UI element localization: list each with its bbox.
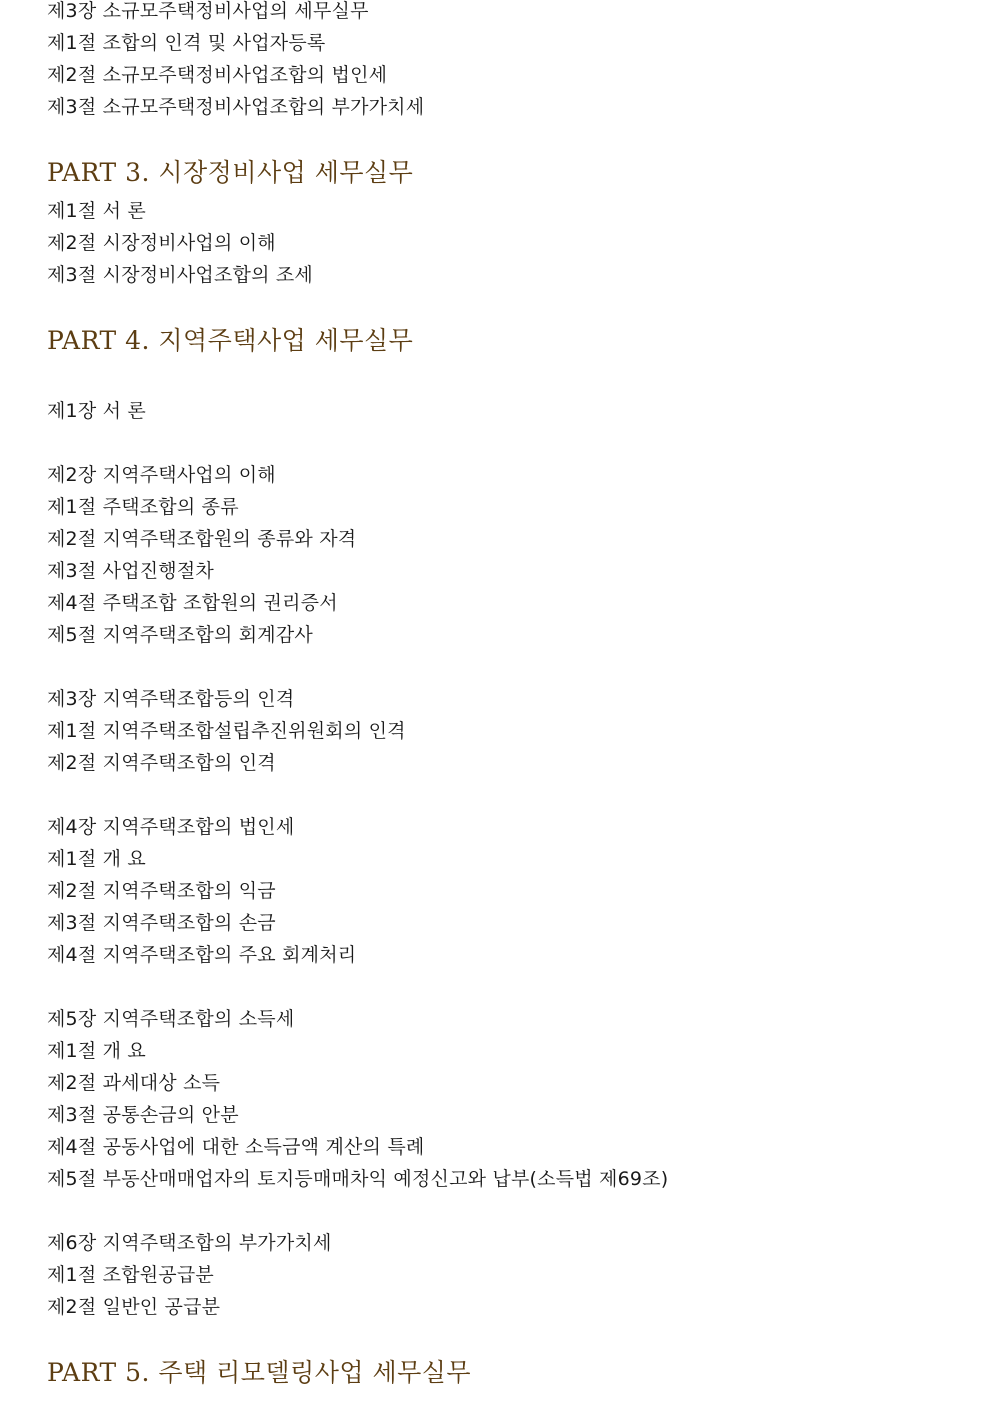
toc-section: 제5절 지역주택조합의 회계감사 [47, 624, 313, 646]
part-heading: PART 4. 지역주택사업 세무실무 [47, 326, 414, 355]
toc-section: 제2절 일반인 공급분 [47, 1296, 221, 1318]
toc-chapter: 제2장 지역주택사업의 이해 [47, 464, 276, 486]
toc-section: 제1절 개 요 [47, 848, 146, 870]
toc-chapter: 제5장 지역주택조합의 소득세 [47, 1008, 295, 1030]
toc-section: 제3절 지역주택조합의 손금 [47, 912, 276, 934]
toc-section: 제1절 조합의 인격 및 사업자등록 [47, 32, 326, 54]
part-heading: PART 3. 시장정비사업 세무실무 [47, 158, 414, 187]
toc-section: 제2절 과세대상 소득 [47, 1072, 221, 1094]
toc-section: 제1절 조합원공급분 [47, 1264, 214, 1286]
toc-section: 제1절 개 요 [47, 1040, 146, 1062]
toc-section: 제4절 지역주택조합의 주요 회계처리 [47, 944, 357, 966]
toc-section: 제5절 부동산매매업자의 토지등매매차익 예정신고와 납부(소득법 제69조) [47, 1168, 669, 1190]
toc-section: 제2절 지역주택조합원의 종류와 자격 [47, 528, 357, 550]
toc-chapter: 제3장 지역주택조합등의 인격 [47, 688, 295, 710]
toc-section: 제3절 시장정비사업조합의 조세 [47, 264, 313, 286]
toc-section: 제4절 주택조합 조합원의 권리증서 [47, 592, 338, 614]
toc-section: 제2절 지역주택조합의 인격 [47, 752, 276, 774]
toc-chapter: 제6장 지역주택조합의 부가가치세 [47, 1232, 332, 1254]
toc-section: 제2절 시장정비사업의 이해 [47, 232, 276, 254]
part-heading: PART 5. 주택 리모델링사업 세무실무 [47, 1358, 472, 1387]
toc-section: 제1절 지역주택조합설립추진위원회의 인격 [47, 720, 406, 742]
toc-section: 제4절 공동사업에 대한 소득금액 계산의 특례 [47, 1136, 425, 1158]
toc-section: 제2절 소규모주택정비사업조합의 법인세 [47, 64, 388, 86]
toc-chapter: 제3장 소규모주택정비사업의 세무실무 [47, 0, 369, 22]
toc-section: 제3절 소규모주택정비사업조합의 부가가치세 [47, 96, 425, 118]
toc-section: 제2절 지역주택조합의 익금 [47, 880, 276, 902]
toc-section: 제3절 공통손금의 안분 [47, 1104, 239, 1126]
toc-section: 제1절 주택조합의 종류 [47, 496, 239, 518]
toc-chapter: 제1장 서 론 [47, 400, 146, 422]
toc-chapter: 제4장 지역주택조합의 법인세 [47, 816, 295, 838]
toc-section: 제3절 사업진행절차 [47, 560, 214, 582]
toc-section: 제1절 서 론 [47, 200, 146, 222]
